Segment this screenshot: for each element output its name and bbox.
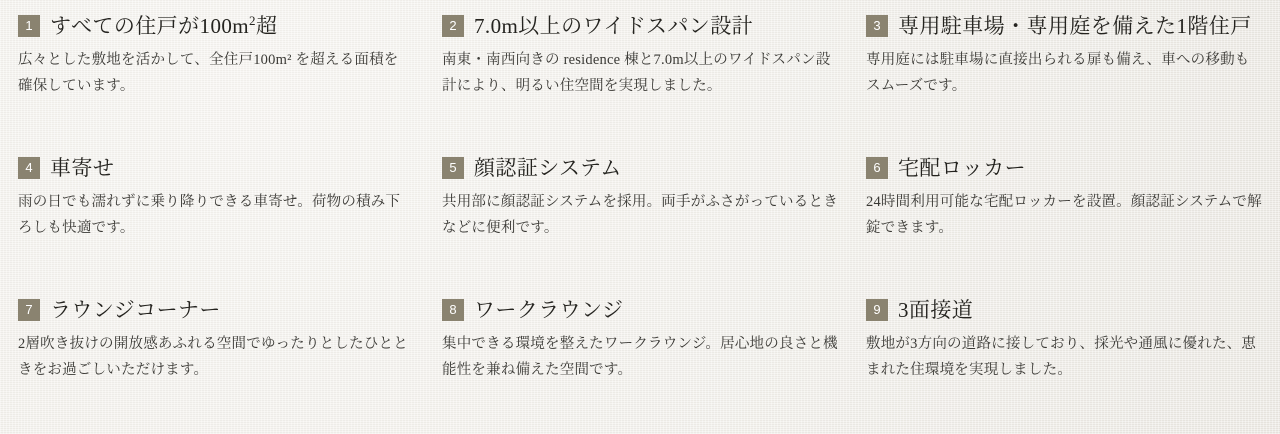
feature-item: [442, 150, 838, 292]
feature-grid: [18, 8, 1262, 434]
feature-heading: [866, 156, 1262, 180]
feature-title-main: 専用駐車場・専用庭を備えた1階住戸: [898, 14, 1252, 38]
feature-title: [898, 14, 1252, 38]
feature-title-suffix: 超: [255, 14, 278, 38]
feature-title: [50, 14, 277, 38]
feature-item: [866, 150, 1262, 292]
feature-description: 共用部に顔認証システムを採用。両手がふさがっているときなどに便利です。: [442, 194, 838, 236]
feature-heading: [866, 298, 1262, 322]
feature-title-main: 車寄せ: [50, 156, 115, 180]
feature-title-main: 3面接道: [898, 298, 974, 322]
feature-number-badge: 3: [866, 15, 888, 37]
feature-title-main: 7.0m以上のワイドスパン設計: [474, 14, 754, 38]
feature-description: 南東・南西向きの residence 棟と7.0m以上のワイドスパン設計により、明るい住空間を実現しました。: [442, 52, 831, 94]
feature-title: [50, 298, 221, 322]
feature-number-badge: 1: [18, 15, 40, 37]
feature-heading: [18, 14, 414, 38]
feature-title-main: ワークラウンジ: [474, 298, 624, 322]
feature-description: 専用庭には駐車場に直接出られる扉も備え、車への移動もスムーズです。: [866, 52, 1250, 94]
feature-number-badge: 7: [18, 299, 40, 321]
feature-title: [50, 156, 114, 180]
feature-description: 24時間利用可能な宅配ロッカーを設置。顔認証システムで解錠できます。: [866, 194, 1262, 236]
feature-description: 集中できる環境を整えたワークラウンジ。居心地の良さと機能性を兼ね備えた空間です。: [442, 336, 838, 378]
feature-description: 雨の日でも濡れずに乗り降りできる車寄せ。荷物の積み下ろしも快適です。: [18, 194, 401, 236]
feature-title-main: 宅配ロッカー: [898, 156, 1027, 180]
feature-number-badge: 2: [442, 15, 464, 37]
feature-number-badge: 4: [18, 157, 40, 179]
feature-title: [898, 156, 1026, 180]
feature-number-badge: 8: [442, 299, 464, 321]
feature-number-badge: 9: [866, 299, 888, 321]
feature-title-superscript: 2: [249, 13, 256, 28]
feature-item: [866, 8, 1262, 150]
feature-description: 2層吹き抜けの開放感あふれる空間でゆったりとしたひとときをお過ごしいただけます。: [18, 336, 408, 378]
feature-title-main: 顔認証システム: [474, 156, 622, 180]
feature-heading: [866, 14, 1262, 38]
feature-heading: [18, 298, 414, 322]
feature-heading: [442, 14, 838, 38]
feature-item: [18, 8, 414, 150]
feature-number-badge: 5: [442, 157, 464, 179]
feature-heading: [442, 156, 838, 180]
feature-description: 広々とした敷地を活かして、全住戸100m² を超える面積を確保しています。: [18, 52, 399, 94]
feature-number-badge: 6: [866, 157, 888, 179]
feature-title-main: ラウンジコーナー: [50, 298, 221, 322]
feature-item: [442, 8, 838, 150]
feature-title: [474, 14, 753, 38]
feature-item: [442, 292, 838, 434]
feature-title: [474, 156, 622, 180]
feature-heading: [442, 298, 838, 322]
feature-item: [866, 292, 1262, 434]
feature-title-main: すべての住戸が100m: [50, 14, 250, 38]
feature-heading: [18, 156, 414, 180]
feature-item: [18, 292, 414, 434]
feature-description: 敷地が3方向の道路に接しており、採光や通風に優れた、恵まれた住環境を実現しました。: [866, 336, 1257, 378]
feature-item: [18, 150, 414, 292]
feature-title: [474, 298, 623, 322]
feature-title: [898, 298, 973, 322]
